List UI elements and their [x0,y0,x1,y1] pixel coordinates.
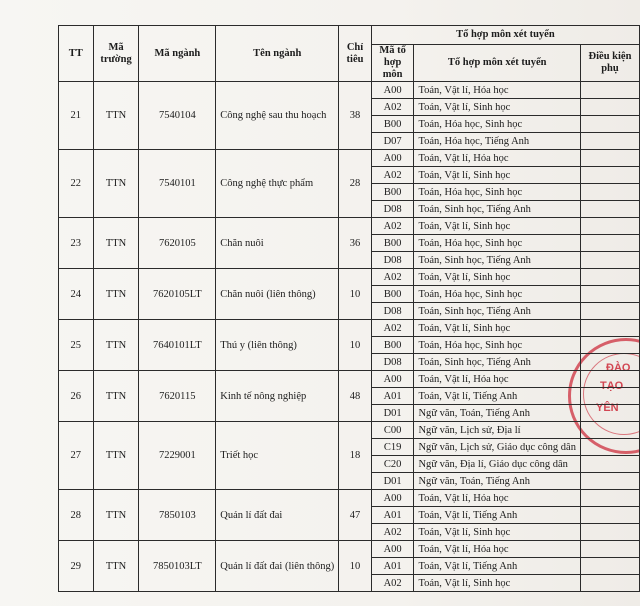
combination-code: A02 [371,269,414,286]
extra-condition [580,558,639,575]
combination-code: D08 [371,354,414,371]
admissions-table [58,25,640,592]
combination-subjects: Toán, Vật lí, Hóa học [414,371,580,388]
header-major-code: Mã ngành [139,26,216,82]
combination-subjects: Ngữ văn, Lịch sử, Địa lí [414,422,580,439]
extra-condition [580,218,639,235]
combination-subjects: Ngữ văn, Lịch sử, Giáo dục công dân [414,439,580,456]
header-major-name: Tên ngành [216,26,339,82]
major-code: 7620115 [139,371,216,422]
extra-condition [580,116,639,133]
row-number: 29 [59,541,94,592]
extra-condition [580,133,639,150]
extra-condition [580,456,639,473]
extra-condition [580,439,639,456]
extra-condition [580,524,639,541]
combination-subjects: Toán, Vật lí, Sinh học [414,167,580,184]
major-name: Quản lí đất đai [216,490,339,541]
combination-subjects: Toán, Vật lí, Sinh học [414,269,580,286]
combination-code: D07 [371,133,414,150]
extra-condition [580,150,639,167]
header-tt: TT [59,26,94,82]
combination-code: B00 [371,184,414,201]
extra-condition [580,388,639,405]
combination-subjects: Toán, Hóa học, Sinh học [414,184,580,201]
combination-code: A02 [371,167,414,184]
combination-code: A00 [371,150,414,167]
combination-code: A01 [371,558,414,575]
combination-subjects: Toán, Vật lí, Hóa học [414,82,580,99]
combination-subjects: Toán, Hóa học, Sinh học [414,235,580,252]
combination-subjects: Toán, Vật lí, Sinh học [414,218,580,235]
table-row [59,371,640,388]
table-row [59,82,640,99]
header-school-code: Mã trường [93,26,139,82]
extra-condition [580,184,639,201]
quota: 38 [339,82,372,150]
extra-condition [580,201,639,218]
combination-code: D01 [371,405,414,422]
quota: 28 [339,150,372,218]
major-name: Quản lí đất đai (liên thông) [216,541,339,592]
major-code: 7620105 [139,218,216,269]
combination-code: A00 [371,371,414,388]
combination-subjects: Toán, Hóa học, Sinh học [414,337,580,354]
major-name: Kinh tế nông nghiệp [216,371,339,422]
major-name: Chăn nuôi (liên thông) [216,269,339,320]
quota: 10 [339,269,372,320]
combination-subjects: Ngữ văn, Toán, Tiếng Anh [414,405,580,422]
major-name: Chăn nuôi [216,218,339,269]
major-name: Triết học [216,422,339,490]
header-quota: Chỉ tiêu [339,26,372,82]
combination-code: C00 [371,422,414,439]
extra-condition [580,575,639,592]
extra-condition [580,337,639,354]
table-body [59,82,640,592]
major-code: 7620105LT [139,269,216,320]
stamp-text-side: YÊN [596,402,619,414]
quota: 47 [339,490,372,541]
quota: 10 [339,541,372,592]
stamp-text-top: ĐÀO [606,362,631,374]
extra-condition [580,490,639,507]
combination-subjects: Toán, Hóa học, Tiếng Anh [414,133,580,150]
school-code: TTN [93,269,139,320]
quota: 18 [339,422,372,490]
combination-subjects: Toán, Vật lí, Hóa học [414,541,580,558]
school-code: TTN [93,320,139,371]
extra-condition [580,303,639,320]
major-code: 7229001 [139,422,216,490]
extra-condition [580,507,639,524]
combination-code: C19 [371,439,414,456]
combination-code: A01 [371,507,414,524]
combination-code: D01 [371,473,414,490]
extra-condition [580,99,639,116]
major-name: Công nghệ thực phẩm [216,150,339,218]
combination-code: A00 [371,490,414,507]
extra-condition [580,405,639,422]
row-number: 26 [59,371,94,422]
table-row [59,150,640,167]
combination-code: A02 [371,99,414,116]
combination-code: B00 [371,235,414,252]
major-code: 7850103 [139,490,216,541]
row-number: 21 [59,82,94,150]
school-code: TTN [93,490,139,541]
row-number: 28 [59,490,94,541]
table-row [59,422,640,439]
extra-condition [580,269,639,286]
combination-code: A00 [371,541,414,558]
extra-condition [580,167,639,184]
major-code: 7540104 [139,82,216,150]
combination-code: A02 [371,218,414,235]
combination-code: A02 [371,575,414,592]
header-combination-subjects: Tổ hợp môn xét tuyển [414,45,580,82]
table-row [59,269,640,286]
combination-code: B00 [371,337,414,354]
stamp-text-mid: TẠO [600,380,624,392]
combination-code: A00 [371,82,414,99]
combination-subjects: Toán, Hóa học, Sinh học [414,286,580,303]
table-row [59,320,640,337]
extra-condition [580,320,639,337]
header-combination-code: Mã tổ hợp môn [371,45,414,82]
quota: 36 [339,218,372,269]
combination-code: B00 [371,116,414,133]
school-code: TTN [93,218,139,269]
school-code: TTN [93,82,139,150]
major-code: 7850103LT [139,541,216,592]
extra-condition [580,473,639,490]
combination-subjects: Toán, Sinh học, Tiếng Anh [414,303,580,320]
quota: 10 [339,320,372,371]
combination-code: A01 [371,388,414,405]
combination-subjects: Toán, Vật lí, Sinh học [414,99,580,116]
table-row [59,541,640,558]
row-number: 24 [59,269,94,320]
combination-subjects: Toán, Vật lí, Sinh học [414,524,580,541]
row-number: 27 [59,422,94,490]
combination-code: C20 [371,456,414,473]
table-row [59,490,640,507]
school-code: TTN [93,541,139,592]
table-row [59,218,640,235]
combination-subjects: Toán, Vật lí, Tiếng Anh [414,558,580,575]
header-combination-group: Tổ hợp môn xét tuyển [371,26,639,45]
combination-code: B00 [371,286,414,303]
combination-subjects: Toán, Sinh học, Tiếng Anh [414,201,580,218]
quota: 48 [339,371,372,422]
combination-subjects: Toán, Hóa học, Sinh học [414,116,580,133]
school-code: TTN [93,422,139,490]
combination-code: D08 [371,252,414,269]
major-name: Thú y (liên thông) [216,320,339,371]
extra-condition [580,422,639,439]
extra-condition [580,252,639,269]
extra-condition [580,541,639,558]
extra-condition [580,354,639,371]
school-code: TTN [93,371,139,422]
combination-subjects: Toán, Vật lí, Hóa học [414,490,580,507]
extra-condition [580,286,639,303]
extra-condition [580,235,639,252]
row-number: 22 [59,150,94,218]
combination-subjects: Toán, Vật lí, Tiếng Anh [414,507,580,524]
combination-subjects: Toán, Vật lí, Hóa học [414,150,580,167]
major-code: 7640101LT [139,320,216,371]
combination-subjects: Ngữ văn, Toán, Tiếng Anh [414,473,580,490]
combination-subjects: Toán, Vật lí, Sinh học [414,575,580,592]
combination-code: D08 [371,201,414,218]
combination-code: A02 [371,524,414,541]
extra-condition [580,371,639,388]
combination-subjects: Toán, Vật lí, Sinh học [414,320,580,337]
school-code: TTN [93,150,139,218]
combination-subjects: Toán, Vật lí, Tiếng Anh [414,388,580,405]
combination-code: A02 [371,320,414,337]
header-extra-condition: Điều kiện phụ [580,45,639,82]
row-number: 23 [59,218,94,269]
extra-condition [580,82,639,99]
combination-subjects: Ngữ văn, Địa lí, Giáo dục công dân [414,456,580,473]
combination-code: D08 [371,303,414,320]
combination-subjects: Toán, Sinh học, Tiếng Anh [414,252,580,269]
row-number: 25 [59,320,94,371]
major-name: Công nghệ sau thu hoạch [216,82,339,150]
combination-subjects: Toán, Sinh học, Tiếng Anh [414,354,580,371]
major-code: 7540101 [139,150,216,218]
